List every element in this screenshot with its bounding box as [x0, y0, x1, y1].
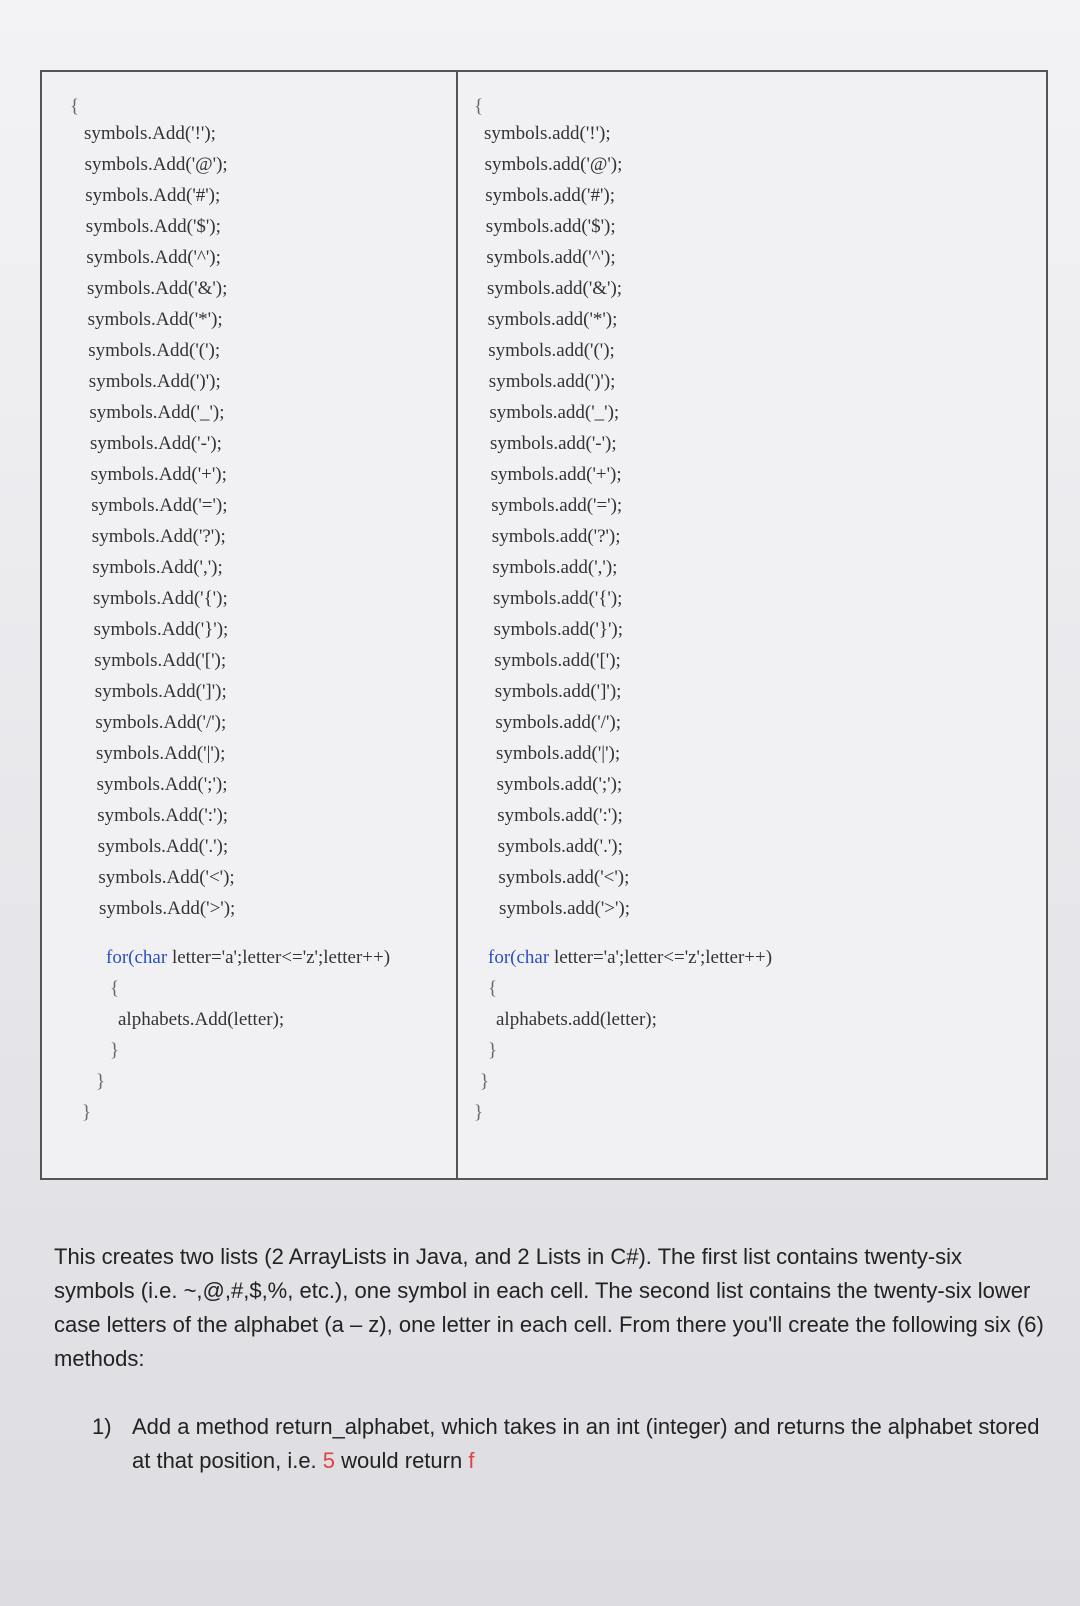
loop-body-line: alphabets.Add(letter);: [118, 1009, 285, 1030]
code-line: symbols.add('/');: [495, 712, 621, 733]
code-line: symbols.add('_');: [489, 402, 620, 423]
for-condition: letter='a';letter<='z';letter++): [167, 947, 391, 968]
code-line: symbols.add('*');: [487, 309, 618, 330]
csharp-code-column: [42, 72, 458, 1178]
code-line: symbols.add('{');: [493, 588, 623, 609]
java-code-column: [458, 72, 1046, 1178]
method-item: [92, 1410, 1042, 1478]
for-keyword: for(char: [106, 947, 168, 968]
description-text: This creates two lists (2 ArrayLists in Java, and 2 Lists in C#). The first list contains twenty-six symbols (i.e. ~,@,#,$,%, etc.), one symbol in each cell. The second list contains the twenty-six lower case letters of the alphabet (a – z), one letter in each cell. From there you'll create the following six (6) methods:: [54, 1244, 1044, 1371]
code-line: symbols.Add('[');: [94, 650, 227, 671]
code-line: symbols.Add('/');: [95, 712, 227, 733]
example-output: f: [468, 1448, 475, 1473]
java-code-block: [458, 96, 772, 1128]
java-symbol-lines: [474, 118, 772, 924]
code-line: symbols.add(']');: [494, 681, 622, 702]
loop-body-line: alphabets.add(letter);: [496, 1009, 657, 1030]
method-middle-text: would return: [335, 1448, 469, 1473]
code-line: symbols.add('#');: [485, 185, 615, 206]
for-loop-line: [474, 942, 772, 973]
code-line: symbols.add('@');: [484, 154, 623, 175]
code-line: symbols.add('>');: [499, 898, 631, 919]
code-comparison-table: [40, 70, 1048, 1180]
class-close-brace: }: [474, 1102, 484, 1123]
csharp-code-block: [42, 96, 390, 1128]
for-condition: letter='a';letter<='z';letter++): [549, 947, 773, 968]
code-line: symbols.Add('+');: [90, 464, 227, 485]
code-line: symbols.Add('?');: [91, 526, 226, 547]
code-line: symbols.add(':');: [497, 805, 623, 826]
code-line: symbols.add('=');: [491, 495, 623, 516]
code-line: symbols.Add('=');: [91, 495, 228, 516]
code-line: symbols.Add(';');: [96, 774, 228, 795]
code-line: symbols.add('}');: [493, 619, 624, 640]
method-description: Add a method return_alphabet, which takes in an int (integer) and returns the alphabet stored at that position, i.e.: [132, 1414, 1040, 1473]
code-line: symbols.add('-');: [490, 433, 617, 454]
code-line: symbols.Add('$');: [85, 216, 221, 237]
code-line: symbols.Add(',');: [92, 557, 223, 578]
method-close-brace: }: [480, 1071, 490, 1092]
loop-close-brace: }: [488, 1040, 498, 1061]
code-line: symbols.Add('*');: [87, 309, 223, 330]
code-line: symbols.Add('}');: [93, 619, 229, 640]
for-loop-line: [70, 942, 390, 973]
loop-open-brace: {: [488, 978, 498, 999]
example-input: 5: [322, 1448, 336, 1473]
methods-list: [92, 1410, 1042, 1478]
code-line: symbols.Add('#');: [85, 185, 221, 206]
code-line: symbols.Add(')');: [88, 371, 221, 392]
method-text: [132, 1410, 1042, 1478]
code-line: symbols.Add('{');: [93, 588, 228, 609]
code-line: symbols.Add('<');: [98, 867, 235, 888]
code-line: symbols.Add('!');: [84, 123, 216, 144]
code-line: symbols.add('^');: [486, 247, 616, 268]
code-line: symbols.Add('@');: [84, 154, 228, 175]
code-line: symbols.Add('&');: [87, 278, 228, 299]
description-paragraph: [54, 1240, 1044, 1376]
code-line: symbols.add('(');: [488, 340, 615, 361]
code-line: symbols.Add('>');: [99, 898, 236, 919]
code-line: symbols.add(';');: [496, 774, 623, 795]
open-brace: {: [70, 96, 80, 117]
method-number: 1): [92, 1414, 112, 1439]
code-line: symbols.Add('-');: [90, 433, 222, 454]
code-line: symbols.Add(':');: [97, 805, 229, 826]
code-line: symbols.add('!');: [484, 123, 611, 144]
code-line: symbols.Add('|');: [96, 743, 226, 764]
loop-close-brace: }: [110, 1040, 120, 1061]
code-line: symbols.add('&');: [487, 278, 623, 299]
code-line: symbols.add('[');: [494, 650, 621, 671]
code-line: symbols.Add(']');: [94, 681, 227, 702]
method-close-brace: }: [96, 1071, 106, 1092]
csharp-symbol-lines: [70, 118, 390, 924]
code-line: symbols.add('<');: [498, 867, 630, 888]
code-line: symbols.add('$');: [485, 216, 616, 237]
code-line: symbols.Add('.');: [97, 836, 229, 857]
code-line: symbols.add('|');: [496, 743, 621, 764]
for-keyword: for(char: [488, 947, 550, 968]
code-line: symbols.Add('_');: [89, 402, 225, 423]
code-line: symbols.Add('^');: [86, 247, 221, 268]
code-line: symbols.add('.');: [497, 836, 623, 857]
code-line: symbols.add('+');: [490, 464, 622, 485]
open-brace: {: [474, 96, 484, 117]
code-line: symbols.add(',');: [492, 557, 618, 578]
code-line: symbols.add('?');: [491, 526, 621, 547]
code-line: symbols.Add('(');: [88, 340, 221, 361]
class-close-brace: }: [82, 1102, 92, 1123]
code-line: symbols.add(')');: [488, 371, 616, 392]
loop-open-brace: {: [110, 978, 120, 999]
